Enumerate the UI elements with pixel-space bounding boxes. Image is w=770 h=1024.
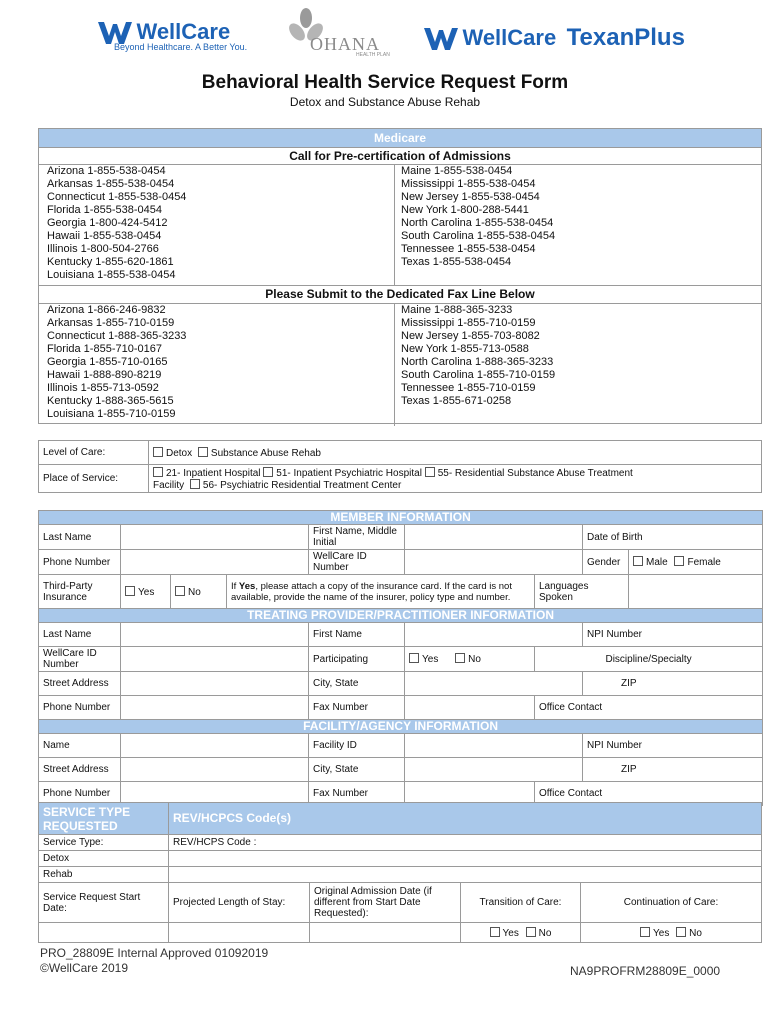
provider-street-field[interactable] bbox=[121, 672, 309, 696]
phone-entry: Florida 1-855-538-0454 bbox=[47, 204, 162, 216]
phone-entry: Arkansas 1-855-710-0159 bbox=[47, 317, 175, 329]
place-of-service-options bbox=[149, 465, 762, 493]
care-table bbox=[38, 440, 762, 493]
member-wcid-label: WellCare ID Number bbox=[309, 550, 405, 575]
provider-last-name-label: Last Name bbox=[39, 623, 121, 647]
provider-wcid-field[interactable] bbox=[121, 647, 309, 672]
service-detox-code-field[interactable] bbox=[169, 851, 762, 867]
member-last-name-label: Last Name bbox=[39, 525, 121, 550]
texanplus-wordmark: TexanPlus bbox=[566, 24, 685, 51]
phone-entry: Kentucky 1-855-620-1861 bbox=[47, 256, 174, 268]
tpi-no-label: No bbox=[188, 586, 201, 598]
languages-spoken-field[interactable] bbox=[629, 575, 763, 609]
provider-city-field[interactable] bbox=[405, 672, 583, 696]
level-of-care-label: Level of Care: bbox=[39, 441, 149, 465]
ohana-logo bbox=[286, 8, 396, 58]
place-of-service-label: Place of Service: bbox=[39, 465, 149, 493]
member-phone-label: Phone Number bbox=[39, 550, 121, 575]
transition-of-care-label: Transition of Care: bbox=[461, 883, 581, 923]
tpi-no-cell bbox=[171, 575, 227, 609]
detox-checkbox[interactable] bbox=[153, 447, 163, 457]
phone-entry: New York 1-800-288-5441 bbox=[401, 204, 529, 216]
continuation-yes-checkbox[interactable] bbox=[640, 927, 650, 937]
provider-zip-cell[interactable] bbox=[583, 672, 763, 696]
service-table bbox=[38, 802, 762, 943]
member-last-name-field[interactable] bbox=[121, 525, 309, 550]
tpi-note-post: , please attach a copy of the insurance card. If the card is not available, provide the name of the insurer, policy type and number. bbox=[231, 580, 512, 603]
facility-fax-label: Fax Number bbox=[309, 782, 405, 806]
detox-option-label: Detox bbox=[166, 447, 193, 459]
phone-entry: Texas 1-855-671-0258 bbox=[401, 395, 512, 407]
provider-last-name-field[interactable] bbox=[121, 623, 309, 647]
rev-hcps-code-label: REV/HCPS Code : bbox=[169, 835, 762, 851]
service-rehab-code-field[interactable] bbox=[169, 867, 762, 883]
tpi-note-pre: If bbox=[231, 580, 239, 592]
phone-entry: New York 1-855-713-0588 bbox=[401, 343, 529, 355]
phone-entry: Tennessee 1-855-710-0159 bbox=[401, 382, 536, 394]
provider-first-name-field[interactable] bbox=[405, 623, 583, 647]
service-start-date-field[interactable] bbox=[39, 923, 169, 943]
wellcare-texanplus-logo bbox=[424, 24, 685, 52]
info-table bbox=[38, 510, 763, 806]
facility-npi-label: NPI Number bbox=[587, 740, 643, 751]
facility-name-field[interactable] bbox=[121, 734, 309, 758]
phone-entry: Mississippi 1-855-538-0454 bbox=[401, 178, 536, 190]
inpatient-psychiatric-label: 51- Inpatient Psychiatric Hospital bbox=[276, 467, 422, 479]
phone-entry: New Jersey 1-855-703-8082 bbox=[401, 330, 540, 342]
provider-office-cell[interactable] bbox=[535, 696, 763, 720]
facility-label: Facility bbox=[153, 479, 185, 491]
phone-entry: South Carolina 1-855-710-0159 bbox=[401, 369, 556, 381]
participating-yes-label: Yes bbox=[422, 654, 439, 665]
facility-info-bar: FACILITY/AGENCY INFORMATION bbox=[39, 720, 763, 734]
tpi-note-bold: Yes bbox=[238, 580, 256, 592]
phone-entry: Florida 1-855-710-0167 bbox=[47, 343, 162, 355]
call-list-left bbox=[39, 165, 394, 285]
fax-list-left bbox=[39, 304, 394, 426]
call-list-right bbox=[394, 165, 749, 285]
member-gender-label: Gender bbox=[583, 550, 629, 575]
fax-numbers bbox=[39, 304, 761, 426]
provider-phone-field[interactable] bbox=[121, 696, 309, 720]
provider-npi-cell[interactable] bbox=[583, 623, 763, 647]
level-of-care-options bbox=[149, 441, 762, 465]
member-dob-label: Date of Birth bbox=[587, 531, 643, 543]
wellcare-wordmark: WellCare bbox=[462, 25, 557, 50]
phone-entry: Illinois 1-800-504-2766 bbox=[47, 243, 159, 255]
fax-list-right bbox=[394, 304, 749, 426]
participating-no-label: No bbox=[468, 654, 481, 665]
member-info-bar: MEMBER INFORMATION bbox=[39, 511, 763, 525]
phone-entry: Louisiana 1-855-710-0159 bbox=[47, 408, 176, 420]
footer-form-code: NA9PROFRM28809E_0000 bbox=[570, 964, 721, 978]
substance-abuse-rehab-label: Substance Abuse Rehab bbox=[210, 447, 321, 459]
member-gender-options bbox=[629, 550, 763, 575]
continuation-no-checkbox[interactable] bbox=[676, 927, 686, 937]
ohana-wordmark: OHANA bbox=[310, 34, 380, 54]
length-of-stay-label: Projected Length of Stay: bbox=[169, 883, 310, 923]
tpi-no-checkbox[interactable] bbox=[175, 586, 185, 596]
participating-yes-checkbox[interactable] bbox=[409, 653, 419, 663]
service-detox-label: Detox bbox=[39, 851, 169, 867]
tpi-note bbox=[227, 575, 535, 609]
residential-substance-checkbox[interactable] bbox=[425, 467, 435, 477]
provider-phone-label: Phone Number bbox=[39, 696, 121, 720]
phone-entry: Arkansas 1-855-538-0454 bbox=[47, 178, 175, 190]
phone-entry: Maine 1-855-538-0454 bbox=[401, 165, 513, 177]
page-subtitle: Detox and Substance Abuse Rehab bbox=[289, 95, 481, 109]
length-of-stay-field[interactable] bbox=[169, 923, 310, 943]
phone-entry: Mississippi 1-855-710-0159 bbox=[401, 317, 536, 329]
medicare-section bbox=[38, 128, 762, 424]
continuation-options bbox=[581, 923, 762, 943]
wellcare-tagline: Beyond Healthcare. A Better You. bbox=[114, 42, 248, 52]
facility-street-field[interactable] bbox=[121, 758, 309, 782]
member-wcid-field[interactable] bbox=[405, 550, 583, 575]
provider-office-label: Office Contact bbox=[539, 702, 603, 713]
phone-entry: South Carolina 1-855-538-0454 bbox=[401, 230, 556, 242]
phone-entry: New Jersey 1-855-538-0454 bbox=[401, 191, 540, 203]
participating-label: Participating bbox=[309, 647, 405, 672]
provider-wcid-label: WellCare ID Number bbox=[39, 647, 121, 672]
phone-entry: Kentucky 1-888-365-5615 bbox=[47, 395, 174, 407]
original-admission-label: Original Admission Date (if different from Start Date Requested): bbox=[310, 883, 461, 923]
service-type-bar: SERVICE TYPE REQUESTED bbox=[39, 803, 169, 835]
provider-info-bar: TREATING PROVIDER/PRACTITIONER INFORMATION bbox=[39, 609, 763, 623]
participating-options bbox=[405, 647, 535, 672]
wellcare-mark-icon bbox=[424, 24, 458, 52]
member-first-name-field[interactable] bbox=[405, 525, 583, 550]
female-label: Female bbox=[687, 557, 721, 568]
tpi-yes-label: Yes bbox=[138, 586, 155, 598]
phone-entry: Arizona 1-855-538-0454 bbox=[47, 165, 166, 177]
transition-yes-checkbox[interactable] bbox=[490, 927, 500, 937]
phone-entry: North Carolina 1-855-538-0454 bbox=[401, 217, 554, 229]
logo-row bbox=[0, 14, 770, 64]
transition-yes-label: Yes bbox=[502, 927, 519, 939]
footer-copyright: ©WellCare 2019 bbox=[40, 961, 128, 975]
fax-heading: Please Submit to the Dedicated Fax Line Below bbox=[39, 285, 761, 304]
call-heading: Call for Pre-certification of Admissions bbox=[39, 147, 761, 165]
phone-entry: Texas 1-855-538-0454 bbox=[401, 256, 512, 268]
transition-no-label: No bbox=[538, 927, 552, 939]
phone-entry: Illinois 1-855-713-0592 bbox=[47, 382, 159, 394]
provider-fax-field[interactable] bbox=[405, 696, 535, 720]
phone-entry: Georgia 1-800-424-5412 bbox=[47, 217, 168, 229]
medicare-bar: Medicare bbox=[39, 129, 761, 147]
male-label: Male bbox=[646, 557, 668, 568]
original-admission-field[interactable] bbox=[310, 923, 461, 943]
transition-no-checkbox[interactable] bbox=[526, 927, 536, 937]
third-party-insurance-label: Third-Party Insurance bbox=[39, 575, 121, 609]
service-rehab-label: Rehab bbox=[39, 867, 169, 883]
phone-entry: Maine 1-888-365-3233 bbox=[401, 304, 513, 316]
languages-spoken-label: Languages Spoken bbox=[535, 575, 629, 609]
rev-hcpcs-bar: REV/HCPCS Code(s) bbox=[169, 803, 762, 835]
phone-entry: Connecticut 1-888-365-3233 bbox=[47, 330, 187, 342]
tpi-yes-cell bbox=[121, 575, 171, 609]
facility-zip-cell[interactable] bbox=[583, 758, 763, 782]
phone-entry: Hawaii 1-888-890-8219 bbox=[47, 369, 162, 381]
inpatient-psychiatric-checkbox[interactable] bbox=[263, 467, 273, 477]
phone-entry: Louisiana 1-855-538-0454 bbox=[47, 269, 176, 281]
provider-zip-label: ZIP bbox=[621, 678, 637, 689]
provider-first-name-label: First Name bbox=[309, 623, 405, 647]
tpi-yes-checkbox[interactable] bbox=[125, 586, 135, 596]
continuation-yes-label: Yes bbox=[653, 927, 670, 939]
facility-phone-label: Phone Number bbox=[39, 782, 121, 806]
transition-options bbox=[461, 923, 581, 943]
female-checkbox[interactable] bbox=[674, 556, 684, 566]
member-dob-cell[interactable] bbox=[583, 525, 763, 550]
footer-approval: PRO_28809E Internal Approved 01092019 bbox=[40, 946, 269, 960]
psychiatric-residential-label: 56- Psychiatric Residential Treatment Center bbox=[202, 479, 402, 491]
phone-entry: Georgia 1-855-710-0165 bbox=[47, 356, 168, 368]
service-type-label: Service Type: bbox=[39, 835, 169, 851]
psychiatric-residential-checkbox[interactable] bbox=[190, 479, 200, 489]
member-first-name-label: First Name, Middle Initial bbox=[309, 525, 405, 550]
member-phone-field[interactable] bbox=[121, 550, 309, 575]
inpatient-hospital-label: 21- Inpatient Hospital bbox=[166, 467, 261, 479]
substance-abuse-rehab-checkbox[interactable] bbox=[198, 447, 208, 457]
residential-substance-label: 55- Residential Substance Abuse Treatment bbox=[437, 467, 633, 479]
page-title: Behavioral Health Service Request Form bbox=[201, 72, 569, 93]
call-numbers bbox=[39, 165, 761, 285]
facility-zip-label: ZIP bbox=[621, 764, 637, 775]
facility-city-label: City, State bbox=[309, 758, 405, 782]
service-start-date-label: Service Request Start Date: bbox=[39, 883, 169, 923]
phone-entry: Tennessee 1-855-538-0454 bbox=[401, 243, 536, 255]
ohana-subtitle: HEALTH PLAN bbox=[356, 52, 390, 58]
provider-fax-label: Fax Number bbox=[309, 696, 405, 720]
facility-city-field[interactable] bbox=[405, 758, 583, 782]
facility-npi-cell[interactable] bbox=[583, 734, 763, 758]
wellcare-logo bbox=[98, 18, 247, 52]
phone-entry: Hawaii 1-855-538-0454 bbox=[47, 230, 162, 242]
facility-street-label: Street Address bbox=[39, 758, 121, 782]
phone-entry: Arizona 1-866-246-9832 bbox=[47, 304, 166, 316]
provider-street-label: Street Address bbox=[39, 672, 121, 696]
male-checkbox[interactable] bbox=[633, 556, 643, 566]
provider-npi-label: NPI Number bbox=[587, 629, 643, 640]
discipline-label: Discipline/Specialty bbox=[535, 647, 763, 672]
facility-office-label: Office Contact bbox=[539, 788, 603, 799]
wellcare-wordmark: WellCare bbox=[136, 19, 231, 44]
provider-city-label: City, State bbox=[309, 672, 405, 696]
inpatient-hospital-checkbox[interactable] bbox=[153, 467, 163, 477]
continuation-no-label: No bbox=[689, 927, 702, 939]
facility-id-field[interactable] bbox=[405, 734, 583, 758]
facility-id-label: Facility ID bbox=[309, 734, 405, 758]
facility-name-label: Name bbox=[39, 734, 121, 758]
phone-entry: North Carolina 1-888-365-3233 bbox=[401, 356, 554, 368]
phone-entry: Connecticut 1-855-538-0454 bbox=[47, 191, 187, 203]
continuation-of-care-label: Continuation of Care: bbox=[581, 883, 762, 923]
participating-no-checkbox[interactable] bbox=[455, 653, 465, 663]
